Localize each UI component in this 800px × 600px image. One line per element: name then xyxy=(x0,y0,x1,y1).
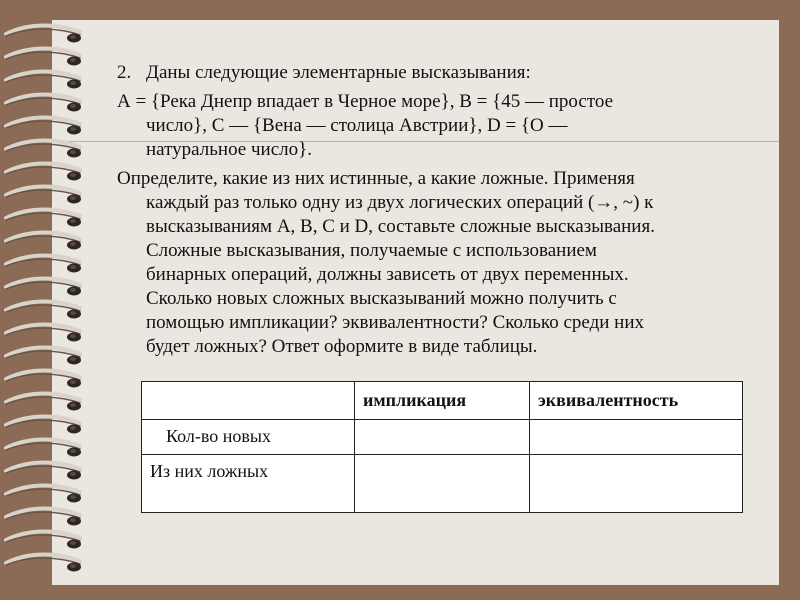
answer-table xyxy=(141,381,743,513)
text-line: А = {Река Днепр впадает в Черное море}, В = {45 — простое xyxy=(117,91,614,112)
table-cell xyxy=(530,454,743,512)
text-line: Даны следующие элементарные высказывания: xyxy=(146,62,531,83)
table-row xyxy=(142,454,743,512)
table-cell: Кол-во новых xyxy=(142,420,355,454)
table-header-row xyxy=(142,382,743,420)
text-line: Сложные высказывания, получаемые с использованием xyxy=(146,240,597,261)
problem-number: 2. xyxy=(117,62,132,83)
table-cell: Из них ложных xyxy=(142,454,355,512)
table-cell xyxy=(530,420,743,454)
text-line: Определите, какие из них истинные, а какие ложные. Применяя xyxy=(117,168,635,189)
text-line: число}, С — {Вена — столица Австрии}, D = {О — xyxy=(146,115,568,136)
text-line: натуральное число}. xyxy=(146,139,312,160)
table-cell xyxy=(355,420,530,454)
text-line: каждый раз только одну из двух логических операций (→, ~) к xyxy=(146,192,654,213)
table-header-cell: эквивалентность xyxy=(530,382,743,420)
text-line: помощью импликации? эквивалентности? Сколько среди них xyxy=(146,312,644,333)
text-line: Сколько новых сложных высказываний можно получить с xyxy=(146,288,617,309)
text-line: бинарных операций, должны зависеть от двух переменных. xyxy=(146,264,629,285)
text-line: высказываниям А, В, С и D, составьте сложные высказывания. xyxy=(146,216,655,237)
table-header-cell xyxy=(142,382,355,420)
text-line: будет ложных? Ответ оформите в виде таблицы. xyxy=(146,336,538,357)
table-cell xyxy=(355,454,530,512)
table-header-cell: импликация xyxy=(355,382,530,420)
table-row xyxy=(142,420,743,454)
